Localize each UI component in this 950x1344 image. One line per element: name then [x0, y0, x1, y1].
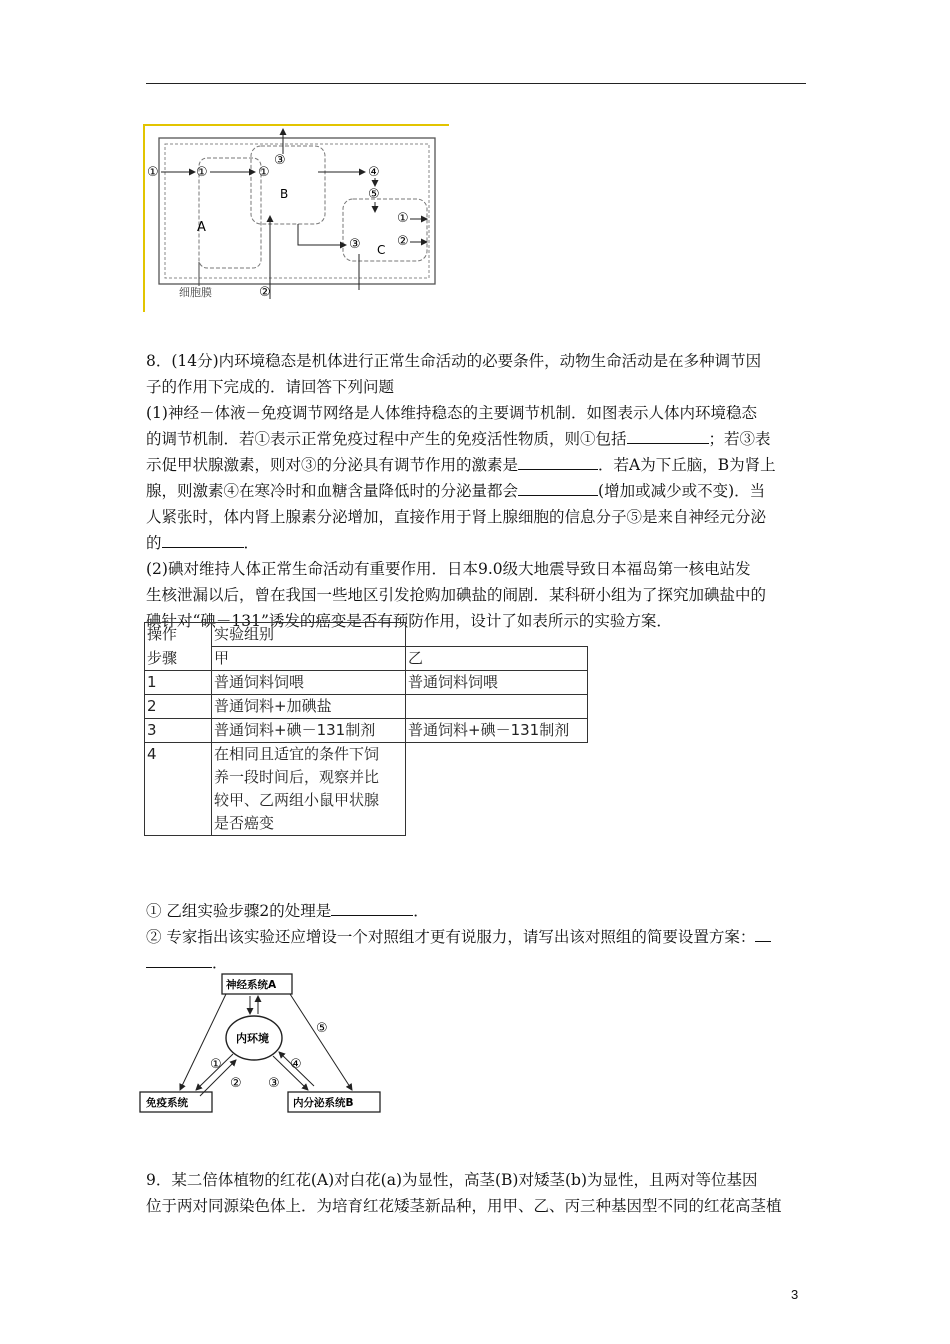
jia-cell: 普通饲料+加碘盐 — [212, 695, 406, 719]
q8-p2-line2: 生核泄漏以后，曾在我国一些地区引发抢购加碘盐的闹剧．某科研小组为了探究加碘盐中的 — [146, 586, 767, 604]
th-op-1: 操作 — [145, 623, 212, 647]
q8-sub-2-end: ． — [212, 954, 228, 972]
nervous-system-label: 神经系统A — [226, 979, 277, 991]
table-row — [145, 719, 588, 743]
circled-1-a: ① — [196, 165, 208, 180]
th-empty — [406, 623, 588, 647]
q8-sub-line2 — [146, 924, 808, 950]
arrow-label-5: ⑤ — [316, 1021, 328, 1036]
page-number: 3 — [791, 1287, 799, 1302]
th-group: 实验组别 — [212, 623, 406, 647]
q8-p1-line2a: 的调节机制．若①表示正常免疫过程中产生的免疫活性物质，则①包括 — [146, 430, 627, 448]
answer-blank-3[interactable] — [518, 479, 598, 496]
table-row — [145, 671, 588, 695]
internal-environment-label: 内环境 — [236, 1032, 269, 1045]
label-c: C — [377, 243, 386, 257]
q8-line1: 8．(14分)内环境稳态是机体进行正常生命活动的必要条件，动物生命活动是在多种调节因 — [146, 352, 762, 370]
q8-p1-line5: 人紧张时，体内肾上腺素分泌增加，直接作用于肾上腺细胞的信息分子⑤是来自神经元分泌 — [146, 508, 767, 526]
answer-blank-5[interactable] — [331, 899, 413, 916]
q8-p1-line4a: 腺，则激素④在寒冷时和血糖含量降低时的分泌量都会 — [146, 482, 519, 500]
circled-2-bottom: ② — [259, 285, 271, 300]
q8-sub-2: ② 专家指出该实验还应增设一个对照组才更有说服力，请写出该对照组的简要设置方案： — [146, 928, 756, 946]
th-col-yi: 乙 — [406, 647, 588, 671]
q8-sub-1b: ． — [413, 902, 429, 920]
answer-blank-1[interactable] — [627, 427, 709, 444]
step4-line3: 较甲、乙两组小鼠甲状腺 — [214, 791, 380, 809]
th-col-jia: 甲 — [212, 647, 406, 671]
step-cell: 1 — [145, 671, 212, 695]
q8-line2: 子的作用下完成的．请回答下列问题 — [146, 378, 395, 396]
header-rule — [146, 83, 806, 84]
endocrine-system-label: 内分泌系统B — [293, 1097, 354, 1109]
circled-1-c: ① — [397, 211, 409, 226]
q8-p1-line3a: 示促甲状腺激素，则对③的分泌具有调节作用的激素是 — [146, 456, 519, 474]
empty-cell — [406, 743, 588, 836]
membrane-label: 细胞膜 — [179, 286, 212, 299]
q8-p1-line4b: (增加或减少或不变)．当 — [598, 482, 766, 500]
q8-p1-line6b: ． — [243, 534, 260, 552]
step4-line2: 养一段时间后，观察并比 — [214, 768, 380, 786]
step-cell: 4 — [145, 743, 212, 836]
experiment-table — [144, 622, 588, 836]
table-row — [145, 695, 588, 719]
yi-cell — [406, 695, 588, 719]
regulation-diagram — [138, 972, 388, 1122]
answer-blank-4[interactable] — [162, 531, 244, 548]
yi-cell: 普通饲料+碘－131制剂 — [406, 719, 588, 743]
step4-cell — [212, 743, 406, 836]
circled-1-b: ① — [258, 165, 270, 180]
label-a: A — [197, 220, 206, 235]
q8-p2-line1: (2)碘对维持人体正常生命活动有重要作用．日本9.0级大地震导致日本福岛第一核电站发 — [146, 560, 751, 578]
q8-sub-line1 — [146, 898, 808, 924]
label-b: B — [280, 187, 289, 201]
arrow-label-2: ② — [230, 1076, 242, 1091]
cell-diagram — [143, 124, 451, 312]
table-row — [145, 743, 588, 836]
arrow-label-1: ① — [210, 1057, 222, 1072]
circled-5: ⑤ — [368, 187, 380, 202]
arrow-label-4: ④ — [290, 1057, 302, 1072]
q8-p1-line3 — [146, 452, 808, 478]
circled-2-c: ② — [397, 234, 409, 249]
q8-p1-line4 — [146, 478, 808, 504]
q9-line2: 位于两对同源染色体上．为培育红花矮茎新品种，用甲、乙、丙三种基因型不同的红花高茎植 — [146, 1197, 782, 1215]
q8-p1-line2 — [146, 426, 808, 452]
q8-sub-1a: ① 乙组实验步骤2的处理是 — [146, 902, 332, 920]
q8-p2-line3: 碘针对“碘－131”诱发的癌变是否有预防作用，设计了如表所示的实验方案． — [146, 612, 672, 630]
q8-intro — [146, 348, 808, 634]
answer-blank-2[interactable] — [518, 453, 598, 470]
immune-system-label: 免疫系统 — [146, 1097, 188, 1109]
circled-3-c: ③ — [349, 237, 361, 252]
step-cell: 3 — [145, 719, 212, 743]
arrow-label-3: ③ — [268, 1076, 280, 1091]
q8-p1-line6 — [146, 530, 808, 556]
q8-p1-line1: (1)神经－体液－免疫调节网络是人体维持稳态的主要调节机制．如图表示人体内环境稳态 — [146, 404, 757, 422]
q8-p1-line3b: ．若A为下丘脑，B为肾上 — [598, 456, 776, 474]
yi-cell: 普通饲料饲喂 — [406, 671, 588, 695]
answer-blank-6a[interactable] — [755, 925, 771, 942]
q8-sub — [146, 898, 808, 976]
q9-line1: 9．某二倍体植物的红花(A)对白花(a)为显性，高茎(B)对矮茎(b)为显性，且两对等位基因 — [146, 1171, 758, 1189]
answer-blank-6b[interactable] — [146, 951, 212, 968]
q8-p1-line6a: 的 — [146, 534, 162, 552]
circled-3-top: ③ — [274, 153, 286, 168]
q9 — [146, 1167, 808, 1219]
jia-cell: 普通饲料+碘－131制剂 — [212, 719, 406, 743]
circled-1-outer: ① — [147, 165, 159, 180]
th-op-2: 步骤 — [145, 647, 212, 671]
step-cell: 2 — [145, 695, 212, 719]
circled-4: ④ — [368, 165, 380, 180]
step4-line4: 是否癌变 — [214, 814, 275, 832]
jia-cell: 普通饲料饲喂 — [212, 671, 406, 695]
step4-line1: 在相同且适宜的条件下饲 — [214, 745, 380, 763]
q8-p1-line2b: ；若③表 — [708, 430, 771, 448]
